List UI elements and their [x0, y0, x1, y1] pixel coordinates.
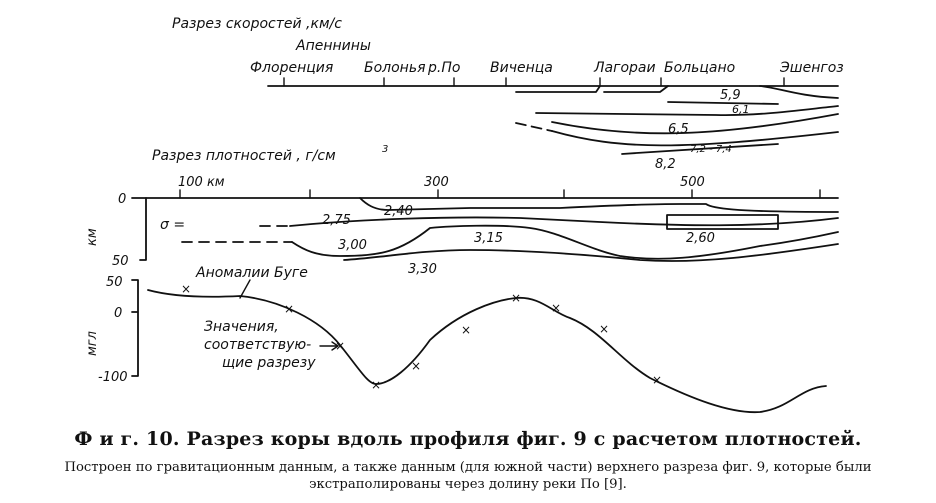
- bouguer-label: Аномалии Буге: [196, 265, 308, 281]
- density-unit-exponent: 3: [382, 144, 389, 155]
- svg-text:×: ×: [334, 339, 346, 353]
- velocity-6-1: 6,1: [732, 103, 750, 116]
- velocity-7-2-7-4: 7,2 - 7,4: [690, 144, 732, 155]
- svg-text:×: ×: [598, 322, 610, 336]
- density-3-15: 3,15: [474, 231, 503, 246]
- place-florence: Флоренция: [250, 60, 334, 76]
- velocity-8-2: 8,2: [655, 157, 676, 172]
- depth-tick-50: 50: [112, 254, 129, 269]
- velocity-6-5: 6,5: [668, 122, 689, 137]
- svg-text:×: ×: [410, 359, 422, 373]
- computed-values-label-line3: щие разрезу: [222, 355, 316, 371]
- svg-text:×: ×: [550, 301, 562, 315]
- place-bolzano: Больцано: [664, 60, 736, 76]
- svg-text:×: ×: [283, 302, 295, 316]
- place-apennines: Апеннины: [296, 38, 371, 54]
- density-3-30: 3,30: [408, 262, 437, 277]
- sigma-label: σ =: [160, 217, 186, 233]
- density-section-label: Разрез плотностей , г/см: [152, 148, 336, 164]
- distance-tick-100: 100 км: [178, 175, 225, 190]
- gravity-tick-0: 0: [114, 306, 123, 321]
- velocity-section-lines: [268, 78, 838, 154]
- density-section-lines: [132, 190, 838, 261]
- svg-text:×: ×: [651, 373, 663, 387]
- velocity-5-9: 5,9: [720, 88, 741, 103]
- figure-caption-note: Построен по гравитационным данным, а также данным (для южной части) верхнего разреза фиг. 9, которые были экстраполированы через долину реки По [9].: [64, 460, 872, 492]
- density-3-00: 3,00: [338, 238, 367, 253]
- place-po-river: р.По: [428, 60, 461, 76]
- gravity-tick-minus-100: -100: [98, 370, 128, 385]
- gravity-tick-50: 50: [106, 275, 123, 290]
- svg-text:×: ×: [460, 323, 472, 337]
- density-2-60: 2,60: [686, 231, 715, 246]
- svg-text:×: ×: [510, 291, 522, 305]
- density-2-75: 2,75: [322, 213, 351, 228]
- depth-tick-0: 0: [118, 192, 127, 207]
- place-lagorai: Лагораи: [594, 60, 656, 76]
- svg-text:×: ×: [180, 282, 192, 296]
- place-ezengoz: Эшенгоз: [780, 60, 844, 76]
- gravity-axis: [132, 280, 138, 376]
- place-bologna: Болонья: [364, 60, 426, 76]
- computed-values-label-line2: соответствую-: [204, 337, 312, 353]
- gravity-axis-unit: мгл: [85, 331, 100, 356]
- velocity-section-label: Разрез скоростей ,км/с: [172, 16, 342, 32]
- distance-tick-300: 300: [424, 175, 449, 190]
- density-2-40: 2,40: [384, 204, 413, 219]
- svg-text:×: ×: [370, 378, 382, 392]
- distance-tick-500: 500: [680, 175, 705, 190]
- computed-values-label-line1: Значения,: [204, 319, 279, 335]
- place-vicenza: Виченца: [490, 60, 553, 76]
- depth-axis-unit: км: [85, 228, 100, 246]
- figure-caption-title: Ф и г. 10. Разрез коры вдоль профиля фиг. 9 с расчетом плотностей.: [74, 428, 862, 450]
